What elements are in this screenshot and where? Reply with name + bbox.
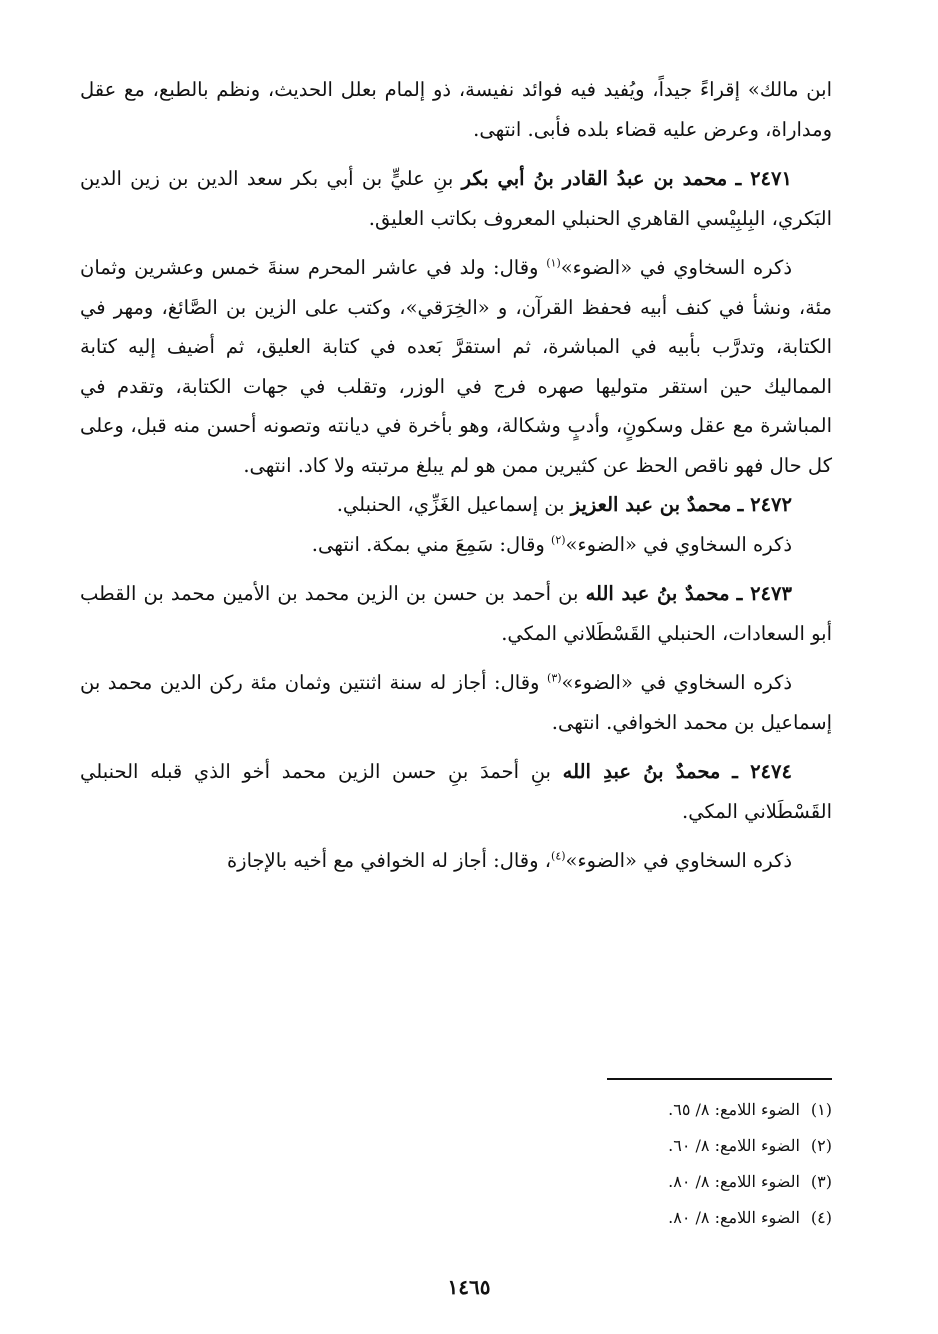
citation-text: ذكره السخاوي في «الضوء» (565, 849, 792, 872)
footnote-text: الضوء اللامع: ٨/ ٦٥. (668, 1100, 800, 1119)
entry-name: محمد بن عبدُ القادر بنُ أبي بكر (461, 167, 728, 190)
footnote-ref: (١) (546, 256, 561, 270)
entry-lineage: بنِ أحمدَ بنِ حسن الزين محمد أخو الذي قبله الحنبلي القَسْطَلاني المكي. (80, 760, 832, 823)
entry-number: ٢٤٧١ ـ (735, 167, 792, 190)
paragraph-text: وقال: سَمِعَ مني بمكة. انتهى. (311, 532, 552, 556)
footnote-text: الضوء اللامع: ٨/ ٦٠. (668, 1136, 800, 1155)
citation-text: ذكره السخاوي في «الضوء» (565, 532, 792, 556)
paragraph-text: ، وقال: أجاز له الخوافي مع أخيه بالإجازة (226, 849, 552, 872)
footnotes (80, 1092, 832, 1236)
entry-number: ٢٤٧٣ ـ (736, 582, 792, 605)
footnote (80, 1092, 832, 1128)
paragraph-text: وقال: أجاز له سنة اثنتين وثمان مئة ركن الدين محمد بن إسماعيل بن محمد الخوافي. انتهى. (80, 671, 832, 734)
entry-number: ٢٤٧٢ ـ (737, 493, 792, 516)
entry-2473 (80, 574, 832, 653)
footnote (80, 1128, 832, 1164)
footnote (80, 1200, 832, 1236)
citation-text: ذكره السخاوي في «الضوء» (561, 671, 793, 694)
page-number: ١٤٦٥ (447, 1275, 491, 1299)
entry-name: محمدٌ بنُ عبد الله (585, 582, 730, 605)
entry-2473-note (80, 663, 832, 742)
footnote-text: الضوء اللامع: ٨/ ٨٠. (668, 1208, 800, 1227)
footnote-text: الضوء اللامع: ٨/ ٨٠. (668, 1172, 800, 1191)
footnote-ref: (٢) (551, 533, 566, 546)
entry-2471 (80, 159, 832, 238)
footnote-ref: (٤) (551, 849, 566, 863)
entry-lineage: بن أحمد بن حسن بن الزين محمد بن الأمين محمد بن القطب أبو السعادات، الحنبلي القَسْطَلاني المكي. (80, 582, 832, 645)
footnote-divider (607, 1078, 832, 1080)
entry-name: محمدٌ بن عبد العزيز (570, 493, 732, 516)
footnote (80, 1164, 832, 1200)
main-text (80, 70, 832, 881)
citation-text: ذكره السخاوي في «الضوء» (560, 256, 793, 279)
entry-number: ٢٤٧٤ ـ (732, 760, 792, 783)
entry-lineage: بنِ عليٍّ بن أبي بكر سعد الدين بن زين الدين البَكري، البِلبِيْسي القاهري الحنبلي المعروف بكاتب العليق. (80, 167, 832, 230)
paragraph-text: ابن مالك» إقراءً جيداً، ويُفيد فيه فوائد نفيسة، ذو إلمام بعلل الحديث، ونظم بالطبع، مع عقل ومداراة، وعرض عليه قضاء بلده فأبى. انتهى. (80, 78, 832, 141)
paragraph-text: وقال: ولد في عاشر المحرم سنةَ خمس وعشرين وثمان مئة، ونشأ في كنف أبيه فحفظ القرآن، و «الخِرَقي»، وكتب على الزين بن الصَّائغ، ومهر في الكتابة، وتدرَّب بأبيه في المباشرة، ثم استقرَّ بَعده في كتابة العليق، ثم أضيف إليه كتابة المماليك حين استقر متوليها صهره فرج في الوزر، وتقلب في جهات الكتابة، وتقدم في المباشرة مع عقل وسكونٍ، وأدبٍ وشكالة، وهو بأخرة في ديانته وتصونه أحسن منه قبل، وعلى كل حال فهو ناقص الحظ عن كثيرين ممن هو لم يبلغ مرتبته ولا كاد. انتهى. (80, 256, 832, 477)
entry-name: محمدٌ بنُ عبدِ الله (562, 760, 721, 783)
footnote-ref: (٣) (547, 671, 562, 685)
footnote-mark: (٢) (810, 1136, 832, 1155)
paragraph-continuation (80, 70, 832, 149)
entry-2472 (80, 485, 832, 525)
footnote-mark: (١) (810, 1100, 832, 1119)
entry-2474 (80, 752, 832, 831)
footnote-mark: (٣) (810, 1172, 832, 1191)
entry-2471-note (80, 248, 832, 485)
footnote-mark: (٤) (810, 1208, 832, 1227)
entry-2472-note (80, 525, 832, 565)
entry-2474-note (80, 841, 832, 881)
entry-lineage: بن إسماعيل الغَزِّي، الحنبلي. (336, 493, 571, 516)
